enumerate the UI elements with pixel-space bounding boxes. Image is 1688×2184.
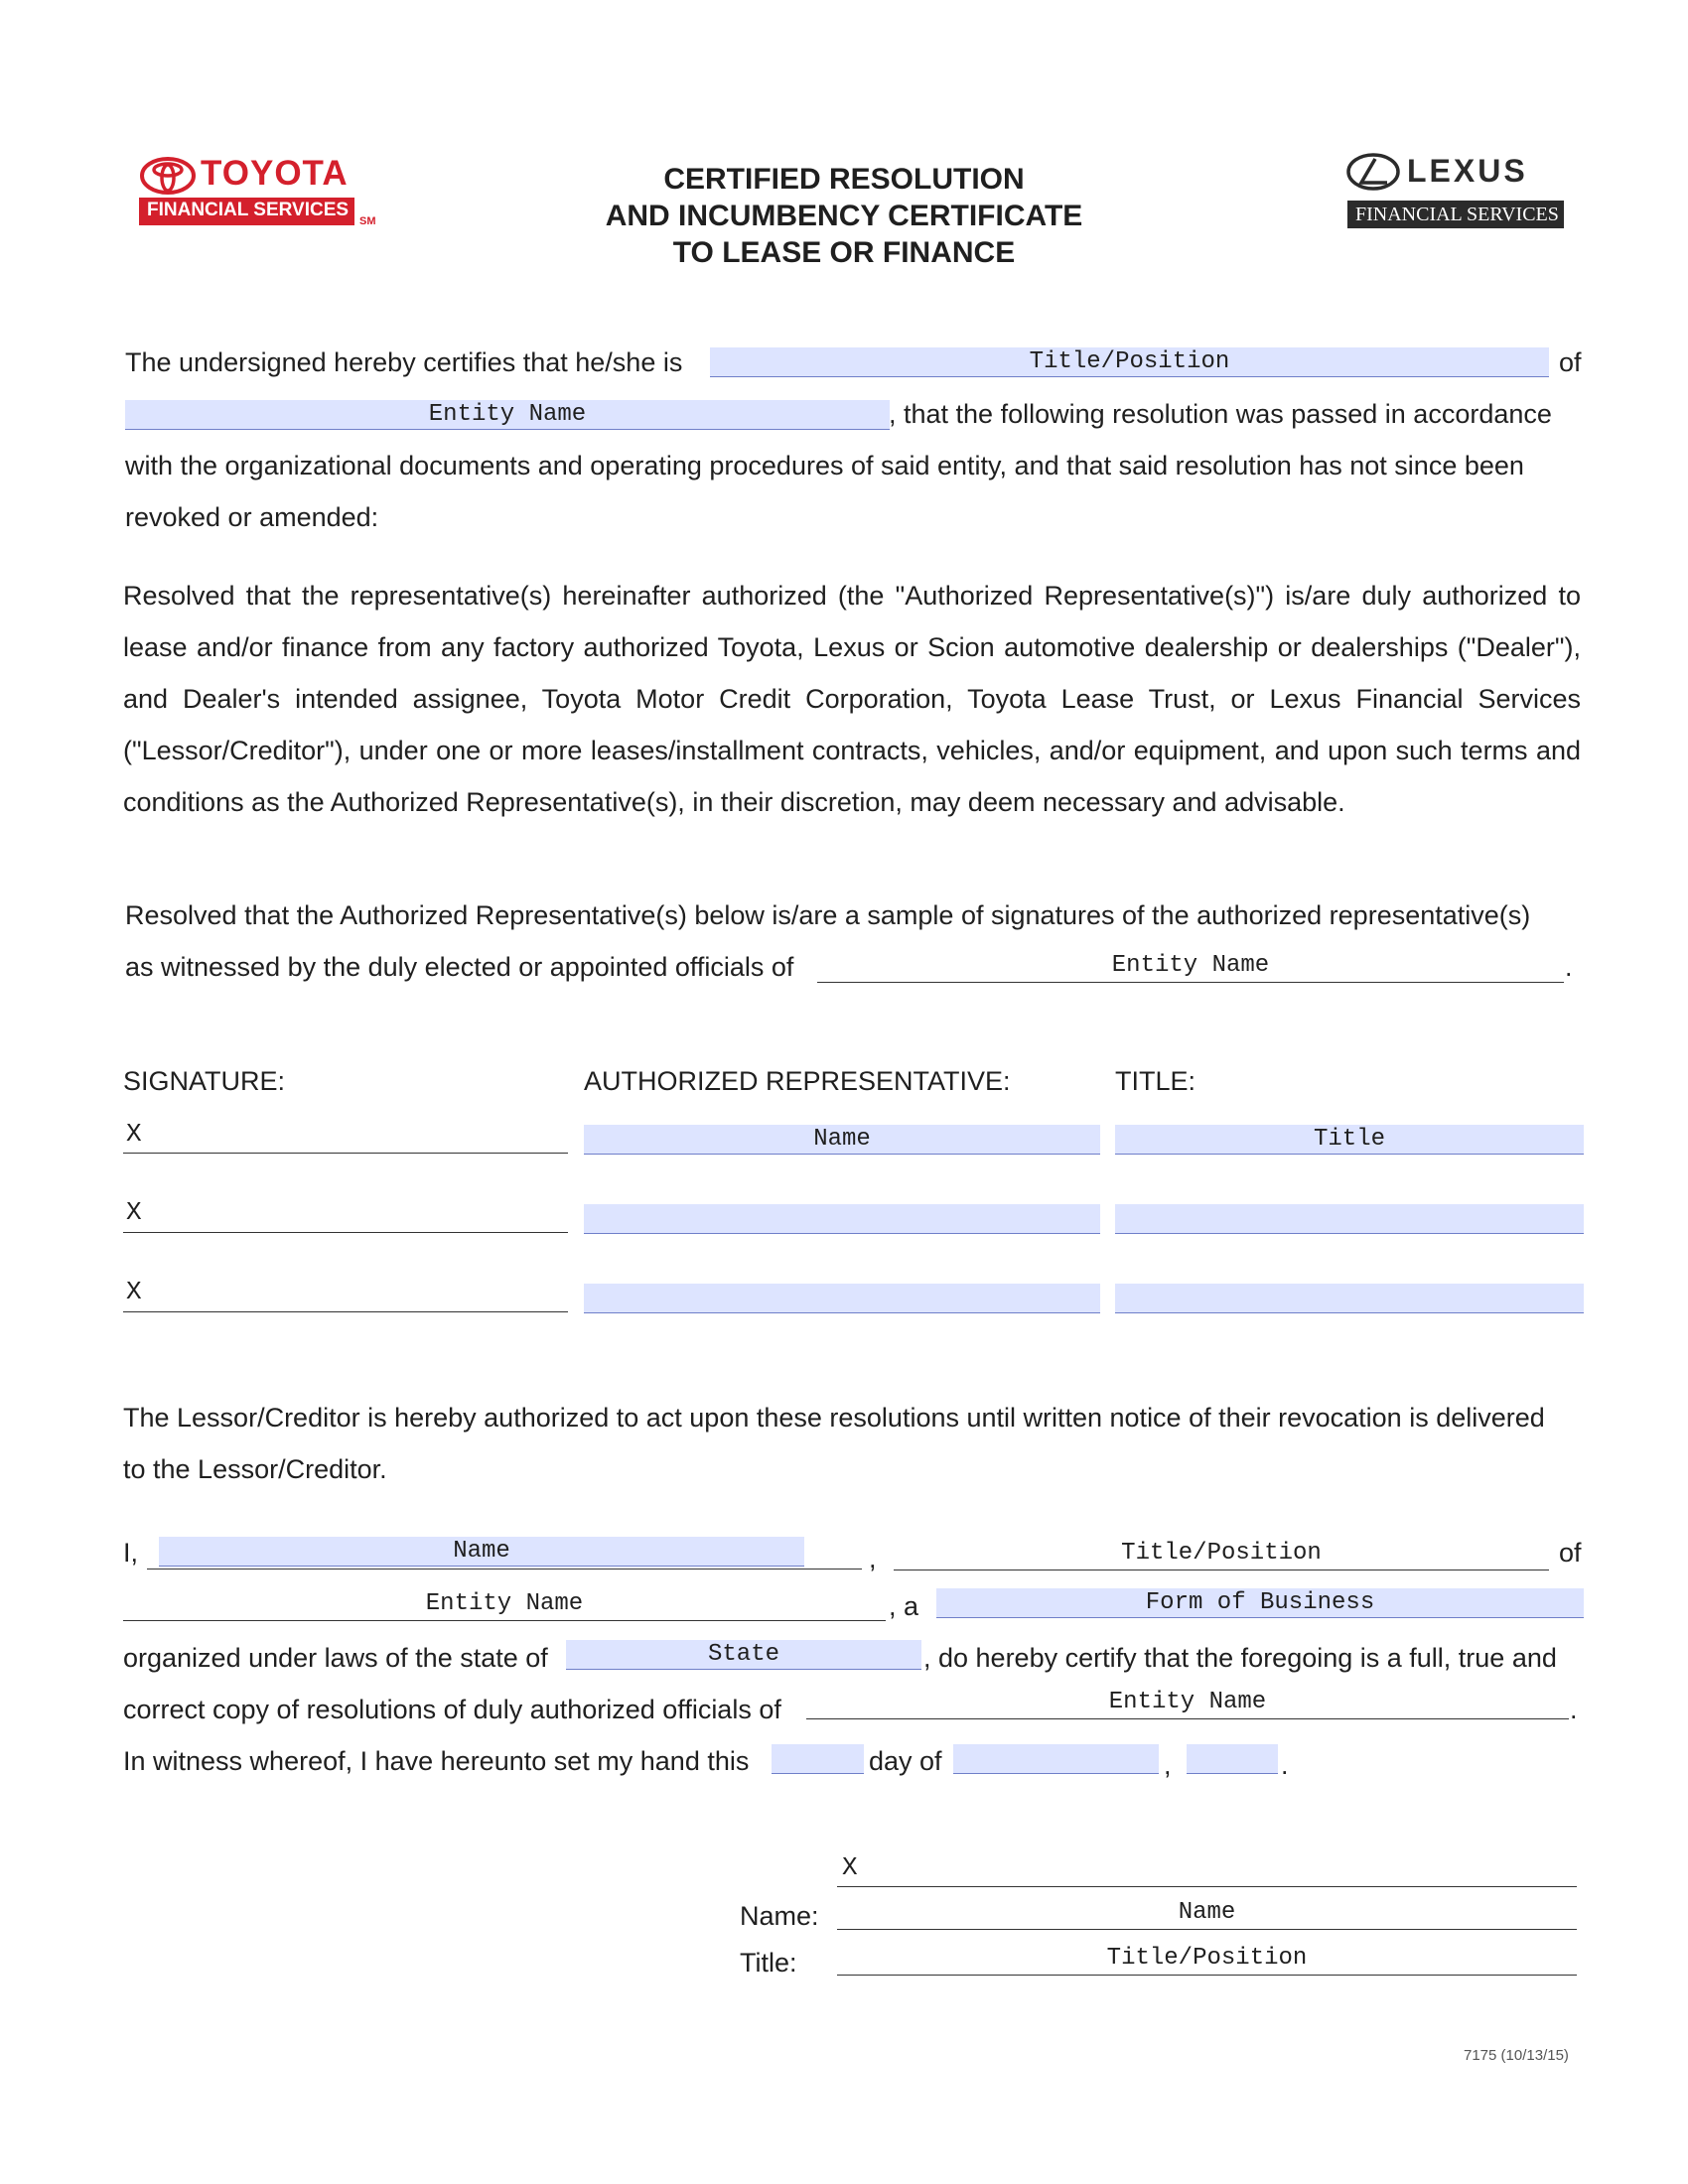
- signature-mark: X: [126, 1277, 142, 1306]
- signoff-mark: X: [842, 1852, 858, 1882]
- cert-name-field[interactable]: Name: [159, 1537, 804, 1567]
- signature-line[interactable]: [123, 1122, 568, 1154]
- intro-after-entity-text: , that the following resolution was passed in accordance: [889, 399, 1552, 429]
- cert-period: .: [1570, 1695, 1578, 1724]
- intro-line3-text: with the organizational documents and operating procedures of said entity, and that said resolution has not since been: [125, 451, 1524, 480]
- toyota-wordmark: TOYOTA: [201, 154, 349, 193]
- resolution2-entity-name-field[interactable]: Entity Name: [817, 951, 1564, 983]
- cert-a-text: , a: [889, 1591, 919, 1621]
- service-mark: SM: [359, 215, 376, 227]
- title-column-header: TITLE:: [1115, 1066, 1196, 1096]
- representative-title-field[interactable]: [1115, 1204, 1584, 1234]
- cert-state-field[interactable]: State: [566, 1640, 921, 1670]
- form-number: 7175 (10/13/15): [1464, 2047, 1569, 2064]
- document-title-line1: CERTIFIED RESOLUTION: [663, 163, 1025, 196]
- signature-mark: X: [126, 1197, 142, 1227]
- representative-column-header: AUTHORIZED REPRESENTATIVE:: [584, 1066, 1011, 1096]
- cert-day-field[interactable]: [772, 1744, 864, 1774]
- signature-line[interactable]: [123, 1201, 568, 1233]
- cert-day-of-text: day of: [869, 1746, 942, 1776]
- signature-line[interactable]: [123, 1281, 568, 1312]
- cert-i-text: I,: [123, 1538, 139, 1568]
- intro-of-text: of: [1559, 347, 1582, 377]
- representative-title-field[interactable]: [1115, 1284, 1584, 1313]
- cert-correct-copy-text: correct copy of resolutions of duly authorized officials of: [123, 1695, 781, 1724]
- cert-certify-text: , do hereby certify that the foregoing is a full, true and: [923, 1643, 1557, 1673]
- resolution2-line1: Resolved that the Authorized Representative(s) below is/are a sample of signatures of the authorized representative(s): [125, 900, 1531, 930]
- document-title-line2: AND INCUMBENCY CERTIFICATE: [605, 200, 1083, 232]
- signoff-signature-line[interactable]: [837, 1855, 1577, 1887]
- signature-mark: X: [126, 1119, 142, 1149]
- cert-date-period: .: [1281, 1750, 1289, 1780]
- toyota-logo: [139, 154, 382, 233]
- representative-name-field[interactable]: [584, 1204, 1100, 1234]
- intro-line4-text: revoked or amended:: [125, 502, 379, 532]
- representative-name-field[interactable]: [584, 1284, 1100, 1313]
- cert-comma: ,: [869, 1544, 877, 1573]
- cert-witness-text: In witness whereof, I have hereunto set my hand this: [123, 1746, 750, 1776]
- signoff-title-label: Title:: [740, 1948, 797, 1978]
- resolution-paragraph: Resolved that the representative(s) hereinafter authorized (the "Authorized Representative(s)") is/are duly authorized to lease and/or finance from any factory authorized Toyota, Lexus or Scion automotive dealership or dealerships ("Dealer"), and Dealer's intended assignee, Toyota Motor Credit Corporation, Toyota Lease Trust, or Lexus Financial Services ("Lessor/Creditor"), under one or more leases/installment contracts, vehicles, and/or equipment, and upon such terms and conditions as the Authorized Representative(s), in their discretion, may deem necessary and advisable.: [123, 581, 1581, 817]
- cert-organized-text: organized under laws of the state of: [123, 1643, 548, 1673]
- intro-lead-text: The undersigned hereby certifies that he/she is: [125, 347, 683, 377]
- toyota-emblem-icon: [139, 156, 197, 196]
- cert-form-of-business-field[interactable]: Form of Business: [936, 1588, 1584, 1618]
- toyota-subtitle: FINANCIAL SERVICES: [147, 200, 350, 220]
- lexus-subtitle: FINANCIAL SERVICES: [1355, 204, 1559, 225]
- resolution2-line2-lead: as witnessed by the duly elected or appointed officials of: [125, 952, 794, 982]
- cert-year-field[interactable]: [1187, 1744, 1278, 1774]
- signoff-name-field[interactable]: Name: [837, 1898, 1577, 1930]
- lessor-clause-line1: The Lessor/Creditor is hereby authorized to act upon these resolutions until written notice of their revocation is delivered: [123, 1403, 1545, 1433]
- representative-title-field[interactable]: Title: [1115, 1125, 1584, 1155]
- cert-month-field[interactable]: [953, 1744, 1159, 1774]
- resolution2-period: .: [1565, 952, 1573, 982]
- cert-title-position-field[interactable]: Title/Position: [894, 1539, 1549, 1570]
- cert-date-comma: ,: [1164, 1750, 1172, 1780]
- cert-entity-name-field[interactable]: Entity Name: [123, 1589, 886, 1621]
- cert-entity-name-field-2[interactable]: Entity Name: [806, 1688, 1569, 1719]
- intro-title-position-field[interactable]: Title/Position: [710, 347, 1549, 377]
- lexus-logo: [1345, 149, 1569, 233]
- signoff-name-label: Name:: [740, 1901, 819, 1931]
- signoff-title-field[interactable]: Title/Position: [837, 1944, 1577, 1976]
- lessor-clause-line2: to the Lessor/Creditor.: [123, 1454, 387, 1484]
- representative-name-field[interactable]: Name: [584, 1125, 1100, 1155]
- toyota-subtitle-bar: [139, 198, 354, 225]
- lexus-wordmark: LEXUS: [1407, 153, 1528, 189]
- lexus-subtitle-bar: [1347, 201, 1564, 228]
- intro-entity-name-field[interactable]: Entity Name: [125, 400, 890, 430]
- signature-column-header: SIGNATURE:: [123, 1066, 286, 1096]
- cert-of-text: of: [1559, 1538, 1582, 1568]
- document-title-line3: TO LEASE OR FINANCE: [672, 236, 1016, 269]
- lexus-emblem-icon: [1345, 152, 1401, 192]
